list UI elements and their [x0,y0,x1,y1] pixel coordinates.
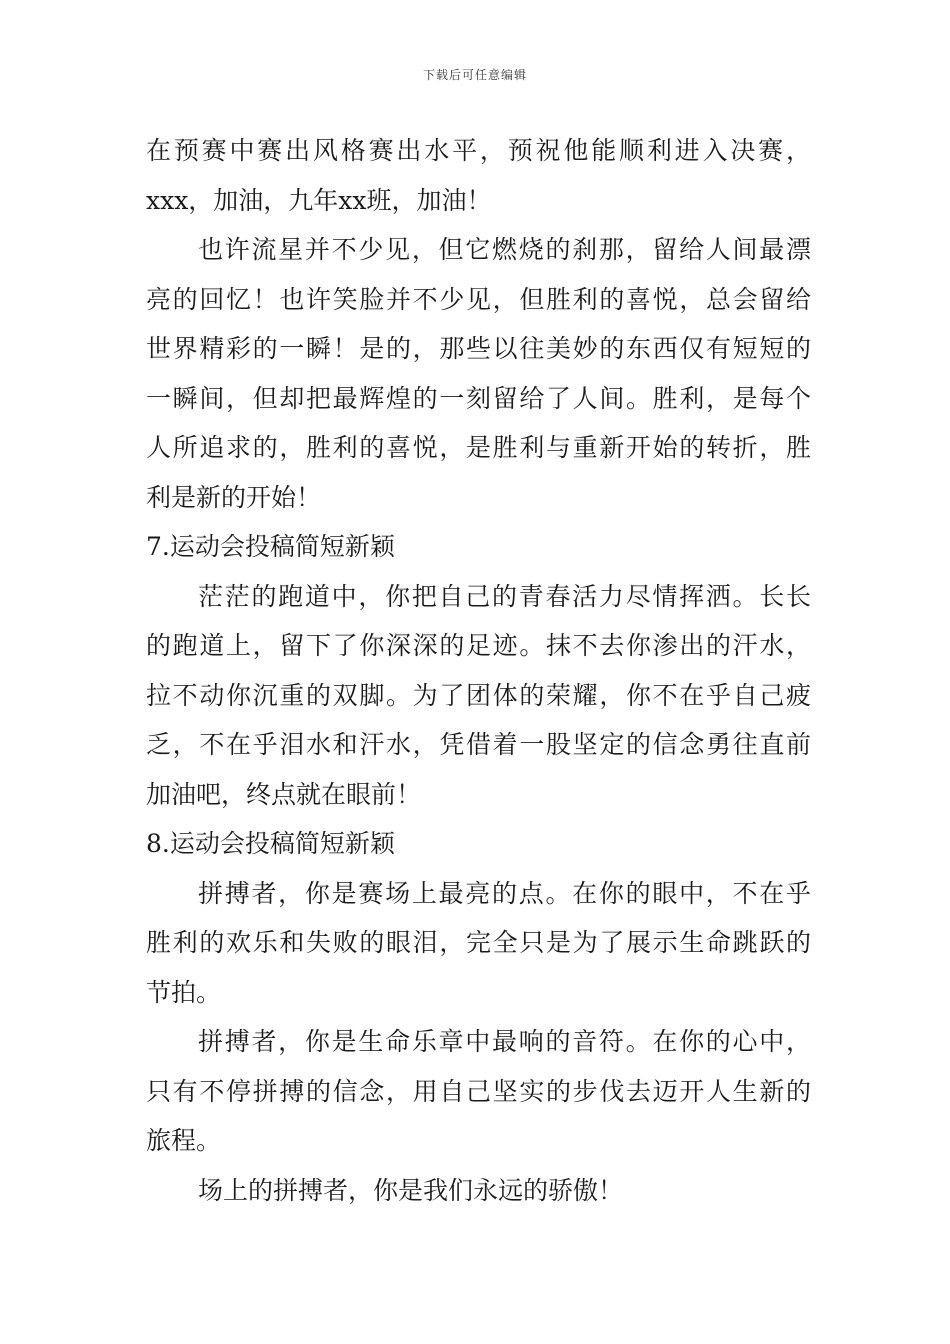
section-heading-8: 8.运动会投稿简短新颖 [146,829,395,858]
text-line: 只有不停拼搏的信念，用自己坚实的步伐去迈开人生新的 [146,1076,811,1106]
text-line: 利是新的开始！ [146,482,322,512]
paragraph-start-line: 茫茫的跑道中，你把自己的青春活力尽情挥洒。长长 [198,581,811,611]
text-line: 世界精彩的一瞬！是的，那些以往美妙的东西仅有短短的 [146,334,811,363]
text-line: 乏，不在乎泪水和汗水，凭借着一股坚定的信念勇往直前 [146,730,811,759]
paragraph-start-line: 拼搏者，你是生命乐章中最响的音符。在你的心中， [198,1027,811,1056]
document-body [146,126,811,1215]
text-line: 在预赛中赛出风格赛出水平，预祝他能顺利进入决赛， [146,136,811,165]
text-line: 人所追求的，胜利的喜悦，是胜利与重新开始的转折，胜 [146,433,811,462]
text-line: 拉不动你沉重的双脚。为了团体的荣耀，你不在乎自己疲 [146,680,811,710]
text-line: 加油吧，终点就在眼前！ [146,779,422,809]
text-line: xxx，加油，九年xx班，加油！ [146,185,492,215]
text-line: 胜利的欢乐和失败的眼泪，完全只是为了展示生命跳跃的 [146,928,811,957]
text-line: 的跑道上，留下了你深深的足迹。抹不去你渗出的汗水， [146,631,811,660]
text-line: 一瞬间，但却把最辉煌的一刻留给了人间。胜利，是每个 [146,383,811,413]
paragraph-start-line: 场上的拼搏者，你是我们永远的骄傲！ [198,1175,624,1205]
paragraph-start-line: 拼搏者，你是赛场上最亮的点。在你的眼中，不在乎 [198,878,811,908]
text-line: 节拍。 [146,977,222,1007]
section-heading-7: 7.运动会投稿简短新颖 [146,532,395,561]
text-line: 亮的回忆！也许笑脸并不少见，但胜利的喜悦，总会留给 [146,284,811,314]
page-header-note: 下载后可任意编辑 [422,68,527,82]
paragraph-start-line: 也许流星并不少见，但它燃烧的刹那，留给人间最漂 [198,235,811,264]
text-line: 旅程。 [146,1126,222,1155]
